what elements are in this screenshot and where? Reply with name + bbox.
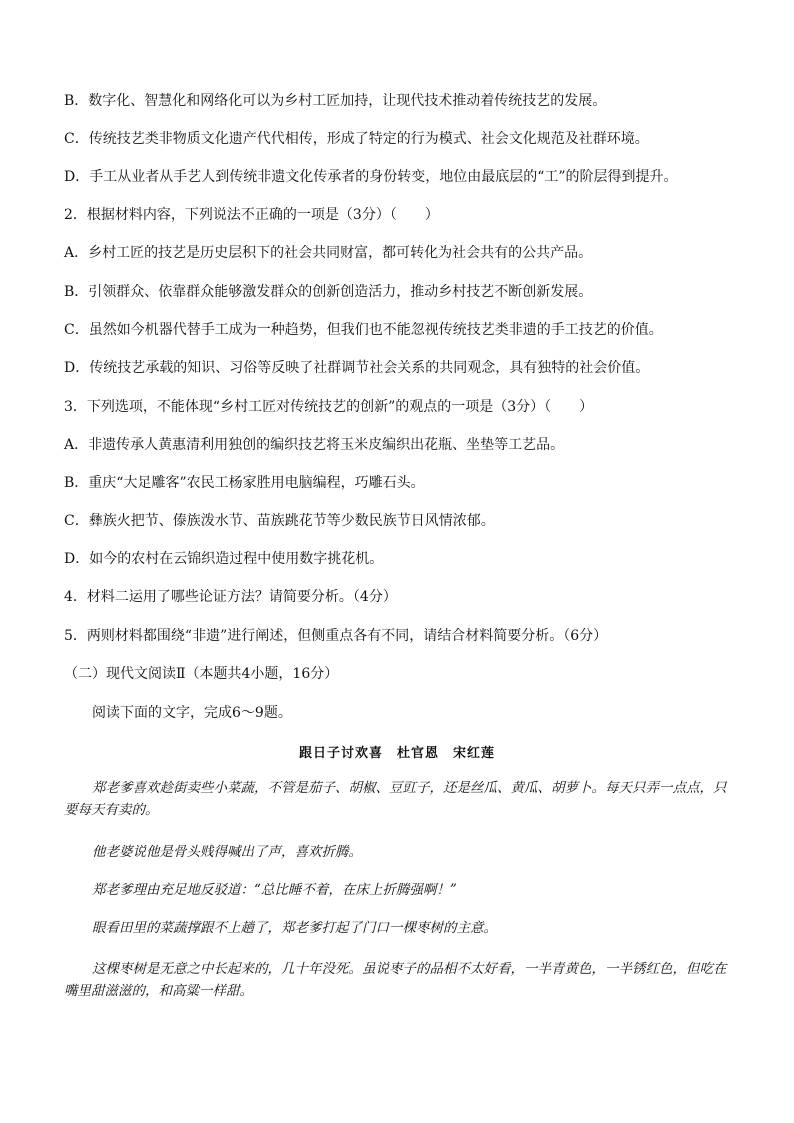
story-paragraph: 郑老爹喜欢趁街卖些小菜蔬，不管是茄子、胡椒、豆豇子，还是丝瓜、黄瓜、胡萝卜。每天只弄一点点，只要每天有卖的。 [64, 780, 727, 818]
story-paragraph: 眼看田里的菜蔬撑跟不上趟了，郑老爹打起了门口一棵枣树的主意。 [92, 920, 497, 936]
question-4: 4．材料二运用了哪些论证方法？请简要分析。（4分） [64, 589, 397, 605]
q2-option-c: C．虽然如今机器代替手工成为一种趋势，但我们也不能忽视传统技艺类非遗的手工技艺的价值。 [64, 322, 663, 338]
reading-instruction: 阅读下面的文字，完成6～9题。 [92, 705, 292, 721]
q3-option-c: C．彝族火把节、傣族泼水节、苗族跳花节等少数民族节日风情浓郁。 [64, 513, 495, 529]
q2-option-d: D．传统技艺承载的知识、习俗等反映了社群调节社会关系的共同观念，具有独特的社会价值。 [64, 360, 650, 376]
q3-option-a: A．非遗传承人黄惠清利用独创的编织技艺将玉米皮编织出花瓶、坐垫等工艺品。 [64, 437, 565, 453]
q3-option-d: D．如今的农村在云锦织造过程中使用数字挑花机。 [64, 551, 384, 567]
section-heading: （二）现代文阅读Ⅱ（本题共4小题，16分） [64, 666, 339, 682]
question-5: 5．两则材料都围绕“非遗”进行阐述，但侧重点各有不同，请结合材料简要分析。（6分） [64, 628, 608, 644]
q3-option-b: B．重庆“大足雕客”农民工杨家胜用电脑编程，巧雕石头。 [64, 475, 425, 491]
option-d-line: D．手工从业者从手艺人到传统非遗文化传承者的身份转变，地位由最底层的“工”的阶层得到提升。 [64, 169, 678, 185]
q2-option-a: A．乡村工匠的技艺是历史层积下的社会共同财富，都可转化为社会共有的公共产品。 [64, 245, 593, 261]
story-title: 跟日子讨欢喜 杜官恩 宋红莲 [298, 746, 495, 761]
story-paragraph: 他老婆说他是骨头贱得喊出了声，喜欢折腾。 [92, 844, 362, 860]
option-b-line: B．数字化、智慧化和网络化可以为乡村工匠加持，让现代技术推动着传统技艺的发展。 [64, 93, 607, 109]
question-2: 2．根据材料内容，下列说法不正确的一项是（3分）（ ） [64, 207, 439, 223]
question-3: 3．下列选项，不能体现“乡村工匠对传统技艺的创新”的观点的一项是（3分）（ ） [64, 399, 594, 415]
story-paragraph: 郑老爹理由充足地反驳道：“总比睡不着，在床上折腾强啊！” [92, 882, 457, 898]
q2-option-b: B．引领群众、依靠群众能够激发群众的创新创造活力，推动乡村技艺不断创新发展。 [64, 284, 593, 300]
option-c-line: C．传统技艺类非物质文化遗产代代相传，形成了特定的行为模式、社会文化规范及社群环境。 [64, 131, 649, 147]
story-paragraph: 这棵枣树是无意之中长起来的，几十年没死。虽说枣子的品相不太好看，一半青黄色，一半锈红色，但吃在嘴里甜滋滋的，和高粱一样甜。 [64, 961, 727, 999]
